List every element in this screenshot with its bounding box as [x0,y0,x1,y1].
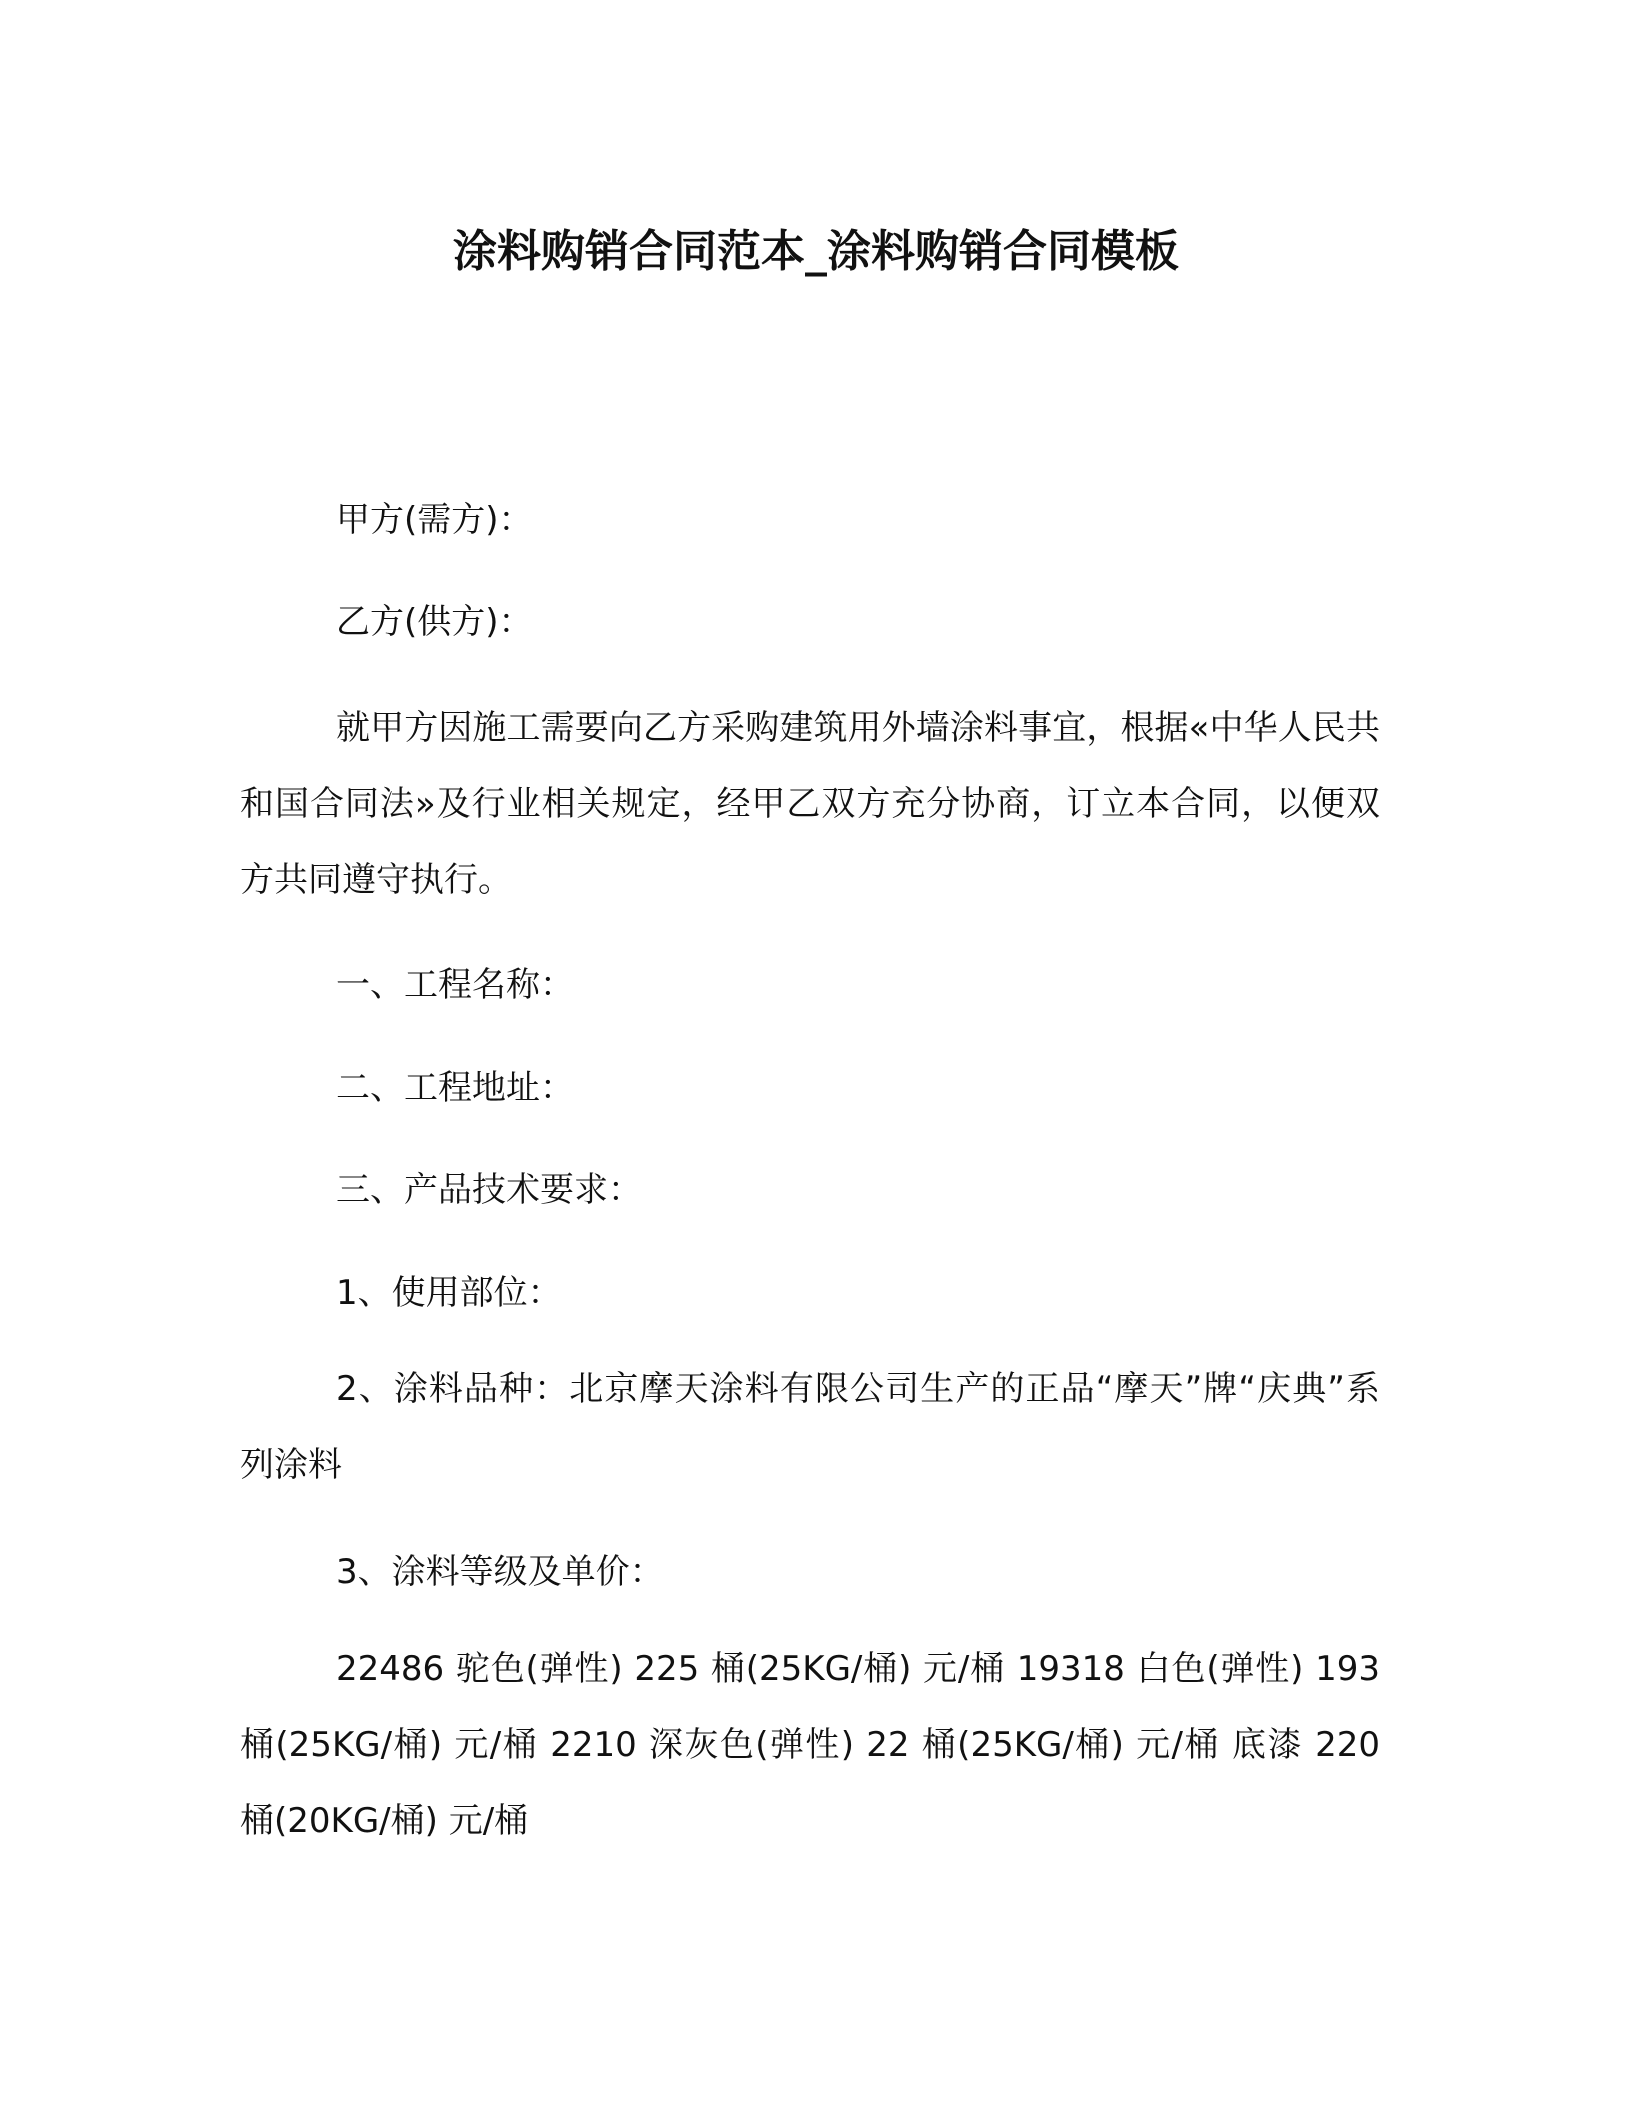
item-usage-location: 1、使用部位： [336,1273,562,1313]
item-grade-and-price: 3、涂料等级及单价： [336,1552,664,1592]
section-technical-requirements: 三、产品技术要求： [336,1170,642,1210]
section-project-address: 二、工程地址： [336,1068,574,1108]
party-b-label: 乙方(供方)： [336,602,533,642]
intro-paragraph: 就甲方因施工需要向乙方采购建筑用外墙涂料事宜，根据«中华人民共和国合同法»及行业相关规定，经甲乙双方充分协商，订立本合同，以便双方共同遵守执行。 [240,708,1380,900]
document-title: 涂料购销合同范本_涂料购销合同模板 [453,226,1179,277]
party-a-label: 甲方(需方)： [336,500,533,540]
section-project-name: 一、工程名称： [336,965,574,1005]
price-list-paragraph: 22486 驼色(弹性) 225 桶(25KG/桶) 元/桶 19318 白色(弹性) 193 桶(25KG/桶) 元/桶 2210 深灰色(弹性) 22 桶(25KG/桶) 元/桶 底漆 220 桶(20KG/桶) 元/桶 [240,1649,1380,1841]
item-paint-variety: 2、涂料品种：北京摩天涂料有限公司生产的正品“摩天”牌“庆典”系列涂料 [240,1369,1380,1485]
